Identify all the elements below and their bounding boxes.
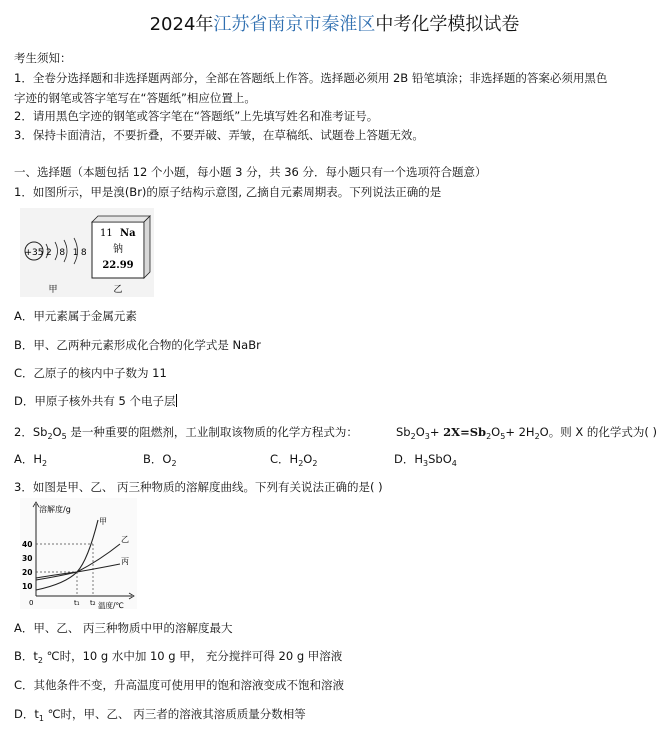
q2-equation: $Sb_2O_3+ 2X=Sb_2O_5+ 2H_2O$。则 X 的化学式为( ): [396, 425, 658, 441]
curve-label-jia: 甲: [99, 517, 107, 526]
q1-option-b: B．甲、乙两种元素形成化合物的化学式是 NaBr: [14, 338, 261, 352]
text-cursor: [176, 394, 177, 407]
element-symbol: Na: [120, 228, 136, 239]
section-heading: 一、选择题（本题包括 12 个小题，每小题 3 分，共 36 分．每小题只有一个选项符合题意）: [14, 165, 487, 179]
t1-label: t₁: [74, 599, 80, 607]
element-name: 钠: [113, 244, 123, 255]
notice-item-1-cont: 字迹的钢笔或答字笔写在“答题纸”相应位置上。: [14, 91, 256, 105]
figure-label-a: 甲: [48, 285, 58, 295]
q3-option-a: A．甲、乙、 丙三种物质中甲的溶解度最大: [14, 621, 233, 635]
t2-label: t₂: [90, 599, 96, 607]
notice-item-2: 2．请用黑色字迹的钢笔或答字笔在“答题纸”上先填写姓名和准考证号。: [14, 109, 379, 123]
chart-xlabel: 温度/℃: [98, 601, 124, 610]
q2-stem: 2．$Sb_2O_5$ 是一种重要的阻燃剂，工业制取该物质的化学方程式为：: [14, 425, 358, 441]
q1-option-a: A．甲元素属于金属元素: [14, 309, 137, 323]
q3-stem: 3．如图是甲、乙、 丙三种物质的溶解度曲线。下列有关说法正确的是( ): [14, 480, 383, 494]
q3-option-b: B．$t_2$ ℃时，10 g 水中加 10 g 甲， 充分搅拌可得 20 g 甲溶液: [14, 649, 343, 665]
q1-option-c: C．乙原子的核内中子数为 11: [14, 366, 167, 380]
element-mass: 22.99: [102, 260, 134, 271]
notice-item-3: 3．保持卡面清洁，不要折叠，不要弄破、弄皱，在草稿纸、试题卷上答题无效。: [14, 128, 424, 142]
notice-item-1: 1．全卷分选择题和非选择题两部分，全部在答题纸上作答。选择题必须用 2B 铅笔填涂；非选择题的答案必须用黑色: [14, 71, 608, 85]
q1-figure: [20, 208, 155, 298]
ytick-30: 30: [22, 554, 33, 563]
chart-origin: 0: [29, 599, 34, 607]
ytick-40: 40: [22, 540, 33, 549]
q2-option-b: B．$O_2$: [143, 452, 177, 468]
electron-shells: 2 8 18: [46, 248, 87, 258]
curve-label-yi: 乙: [121, 535, 129, 544]
curve-label-bing: 丙: [121, 557, 129, 566]
page-title: [0, 10, 669, 36]
q2-option-a: A．$H_2$: [14, 452, 48, 468]
title-place: 江苏省南京市秦淮区: [213, 14, 376, 35]
nucleus-charge: +35: [24, 248, 44, 258]
figure-label-b: 乙: [113, 285, 123, 295]
ytick-20: 20: [22, 568, 33, 577]
q2-option-d: D．$H_3SbO_4$: [394, 452, 457, 468]
q1-stem: 1．如图所示，甲是溴(Br)的原子结构示意图, 乙摘自元素周期表。下列说法正确的是: [14, 185, 442, 199]
chart-ylabel: 溶解度/g: [39, 505, 71, 514]
q1-option-d: D．甲原子核外共有 5 个电子层: [14, 394, 176, 408]
title-year: 2024年: [149, 14, 214, 35]
q2-option-c: C．$H_2O_2$: [270, 452, 318, 468]
q3-option-d: D．$t_1$ ℃时，甲、乙、 丙三者的溶液其溶质质量分数相等: [14, 707, 306, 723]
element-number: 11: [100, 228, 113, 239]
q3-option-c: C．其他条件不变，升高温度可使用甲的饱和溶液变成不饱和溶液: [14, 678, 345, 692]
title-rest: 中考化学模拟试卷: [375, 14, 520, 35]
notice-heading: 考生须知：: [14, 51, 72, 65]
q1-option-d-row: [14, 393, 177, 409]
q3-solubility-chart: [20, 498, 138, 610]
ytick-10: 10: [22, 582, 33, 591]
